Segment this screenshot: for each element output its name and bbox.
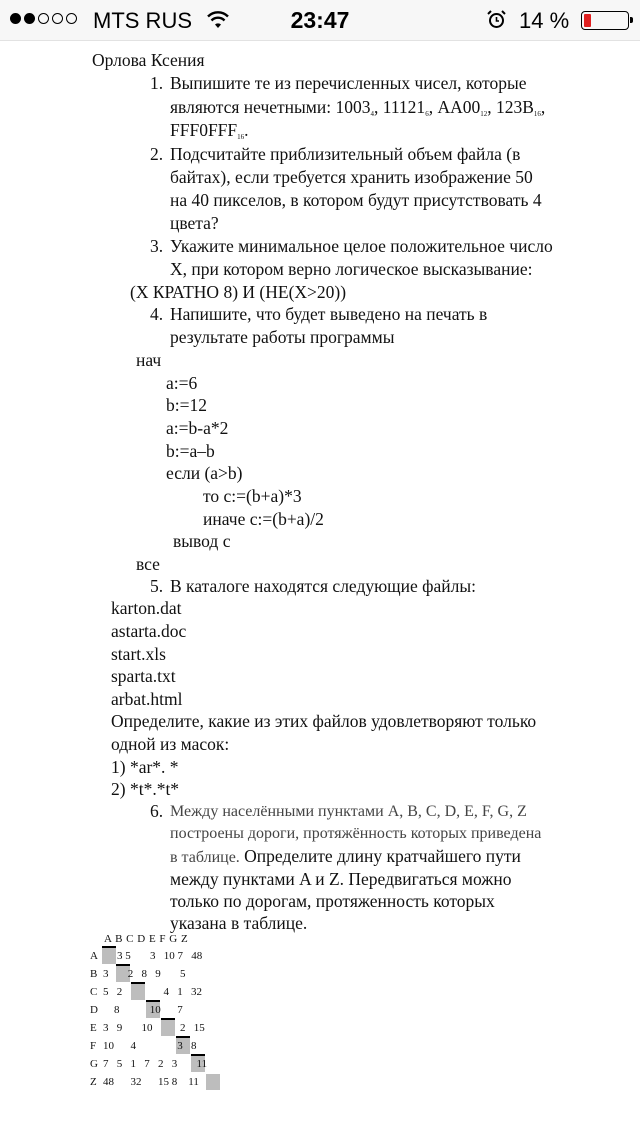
- file-name: astarta.doc: [111, 621, 187, 641]
- q6-line: Между населёнными пунктами A, B, C, D, E, F, G, Z: [170, 803, 527, 820]
- table-row-label: F: [90, 1040, 97, 1052]
- q4-line: Напишите, что будет выведено на печать в: [170, 304, 488, 324]
- table-row: 7 5 1 7 2 3 11: [103, 1058, 208, 1070]
- file-name: start.xls: [111, 644, 166, 664]
- q2-number: 2.: [150, 144, 164, 164]
- status-bar: [0, 0, 640, 41]
- q1-line: Выпишите те из перечисленных чисел, которые: [170, 73, 527, 93]
- q6-line: в таблице. Определите длину кратчайшего пути: [170, 846, 521, 866]
- road-table: [86, 930, 236, 1100]
- q1-line: являются нечетными: $1003_4$, $11121_6$, $AA00_{12}$, $123B_{16}$,: [170, 97, 546, 118]
- q4-number: 4.: [150, 304, 164, 324]
- code-line: a:=6: [166, 373, 198, 393]
- q2-line: цвета?: [170, 213, 219, 233]
- table-header: A B C D E F G Z: [104, 933, 188, 945]
- code-line: все: [136, 554, 160, 574]
- q4-line: результате работы программы: [170, 327, 395, 347]
- table-diagonal-cell: [102, 948, 116, 964]
- table-row: 3 2 8 9 5: [103, 968, 186, 980]
- table-row: 10 4 3 8: [103, 1040, 197, 1052]
- battery-icon: [581, 11, 629, 30]
- alarm-icon: [486, 9, 507, 30]
- table-row: 48 32 15 8 11: [103, 1076, 199, 1088]
- q3-line: Укажите минимальное целое положительное число: [170, 236, 553, 256]
- q6-line: только по дорогам, протяженность которых: [170, 891, 495, 911]
- clock-time: 23:47: [290, 7, 350, 33]
- q6-line: указана в таблице.: [170, 913, 308, 933]
- table-row-label: G: [90, 1058, 98, 1070]
- q6-number: 6.: [150, 801, 164, 821]
- table-row: 3 5 3 10 7 48: [117, 950, 203, 962]
- table-row: 8 10 7: [103, 1004, 183, 1016]
- code-line: вывод c: [173, 531, 231, 551]
- table-row-label: C: [90, 986, 98, 998]
- q5-line: Определите, какие из этих файлов удовлетворяют только: [111, 711, 537, 731]
- q2-line: Подсчитайте приблизительный объем файла (в: [170, 144, 521, 164]
- code-line: b:=12: [166, 395, 207, 415]
- file-name: karton.dat: [111, 598, 182, 618]
- mask-line: 1) *ar*. *: [111, 757, 179, 777]
- author-name: Орлова Ксения: [92, 50, 205, 70]
- table-row-label: Z: [90, 1076, 97, 1088]
- code-line: если (a>b): [166, 463, 243, 483]
- code-line: a:=b-a*2: [166, 418, 229, 438]
- code-line: то c:=(b+a)*3: [203, 486, 302, 506]
- table-row: 3 9 10 2 15: [103, 1022, 205, 1034]
- table-row-label: E: [90, 1022, 97, 1034]
- q6-line: построены дороги, протяжённость которых приведена: [170, 825, 542, 842]
- q3-expression: (X КРАТНО 8) И (НЕ(X>20)): [130, 282, 347, 302]
- q3-number: 3.: [150, 236, 164, 256]
- q2-line: на 40 пикселов, в котором будут присутствовать 4: [170, 190, 542, 210]
- q1-number: 1.: [150, 73, 164, 93]
- q1-line: $FFF0FFF_{16}$.: [170, 120, 249, 141]
- table-row-label: B: [90, 968, 98, 980]
- mask-line: 2) *t*.*t*: [111, 779, 180, 799]
- code-line: нач: [136, 350, 162, 370]
- q5-line: В каталоге находятся следующие файлы:: [170, 576, 476, 596]
- q5-line: одной из масок:: [111, 734, 230, 754]
- q3-line: X, при котором верно логическое высказывание:: [170, 259, 533, 279]
- q2-line: байтах), если требуется хранить изображение 50: [170, 167, 533, 187]
- battery-percent: 14 %: [519, 8, 570, 33]
- code-line: иначе c:=(b+a)/2: [203, 509, 324, 529]
- table-row-label: A: [90, 950, 98, 962]
- file-name: sparta.txt: [111, 666, 176, 686]
- table-row-label: D: [90, 1004, 98, 1016]
- table-diagonal-cell: [206, 1074, 220, 1090]
- code-line: b:=a–b: [166, 441, 215, 461]
- q5-number: 5.: [150, 576, 164, 596]
- table-row: 5 2 4 1 32: [103, 986, 202, 998]
- q6-line: между пунктами A и Z. Передвигаться можно: [170, 869, 512, 889]
- file-name: arbat.html: [111, 689, 183, 709]
- carrier-name: MTS RUS: [93, 8, 192, 33]
